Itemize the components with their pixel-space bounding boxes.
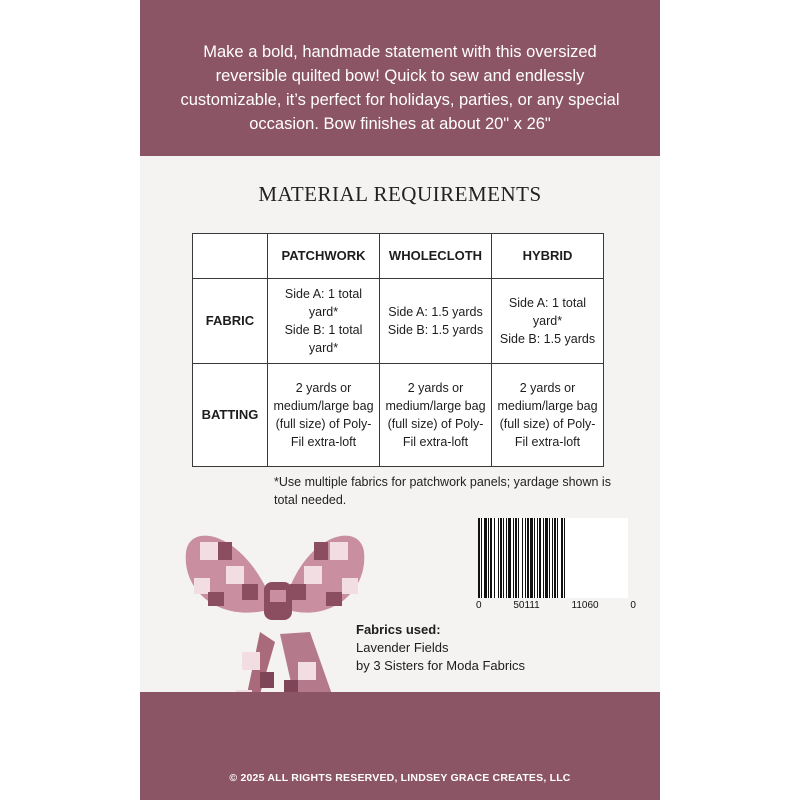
copyright-text: © 2025 ALL RIGHTS RESERVED, LINDSEY GRACE CREATES, LLC <box>229 772 571 784</box>
fabric-hybrid-cell <box>492 279 604 364</box>
fabrics-used-note <box>356 621 525 675</box>
barcode-digit-check: 0 <box>630 600 636 611</box>
pattern-back-cover <box>140 0 660 800</box>
table-row-fabric <box>193 279 604 364</box>
fabrics-used-line-2: by 3 Sisters for Moda Fabrics <box>356 658 526 673</box>
fabric-wholecloth-side-b: Side B: 1.5 yards <box>387 323 484 337</box>
fabric-patchwork-side-a: Side A: 1 total yard* <box>284 287 363 319</box>
barcode-digit-prefix: 0 <box>476 600 482 611</box>
fabric-wholecloth-side-a: Side A: 1.5 yards <box>388 305 483 319</box>
fabric-hybrid-side-b: Side B: 1.5 yards <box>499 332 596 346</box>
fabrics-used-line-1: Lavender Fields <box>356 640 449 655</box>
fabric-patchwork-side-b: Side B: 1 total yard* <box>284 323 363 355</box>
barcode-icon <box>478 518 628 598</box>
table-row-batting <box>193 364 604 467</box>
material-requirements-heading: MATERIAL REQUIREMENTS <box>258 182 542 206</box>
fabric-wholecloth-cell <box>380 279 492 364</box>
batting-patchwork-cell: 2 yards or medium/large bag (full size) of Poly-Fil extra-loft <box>268 364 380 467</box>
yardage-footnote: *Use multiple fabrics for patchwork panels; yardage shown is total needed. <box>274 475 611 507</box>
barcode-digit-group-1: 50111 <box>513 600 540 611</box>
fabric-patchwork-cell <box>268 279 380 364</box>
table-corner-cell <box>193 234 268 279</box>
barcode-digits <box>476 600 636 611</box>
row-header-fabric: FABRIC <box>193 279 268 364</box>
column-header-patchwork: PATCHWORK <box>268 234 380 279</box>
fabric-hybrid-side-a: Side A: 1 total yard* <box>508 296 587 328</box>
table-header-row <box>193 234 604 279</box>
barcode-digit-group-2: 11060 <box>571 600 599 611</box>
intro-text: Make a bold, handmade statement with this oversized reversible quilted bow! Quick to sew and endlessly customizable, it’s perfect for holidays, parties, or any special occasion. Bow finishes at about 20" x 26" <box>180 43 620 133</box>
row-header-batting: BATTING <box>193 364 268 467</box>
column-header-hybrid: HYBRID <box>492 234 604 279</box>
batting-wholecloth-cell: 2 yards or medium/large bag (full size) of Poly-Fil extra-loft <box>380 364 492 467</box>
fabrics-used-label: Fabrics used: <box>356 622 441 637</box>
intro-banner <box>140 0 660 156</box>
batting-hybrid-cell: 2 yards or medium/large bag (full size) of Poly-Fil extra-loft <box>492 364 604 467</box>
column-header-wholecloth: WHOLECLOTH <box>380 234 492 279</box>
material-requirements-table <box>192 233 604 467</box>
